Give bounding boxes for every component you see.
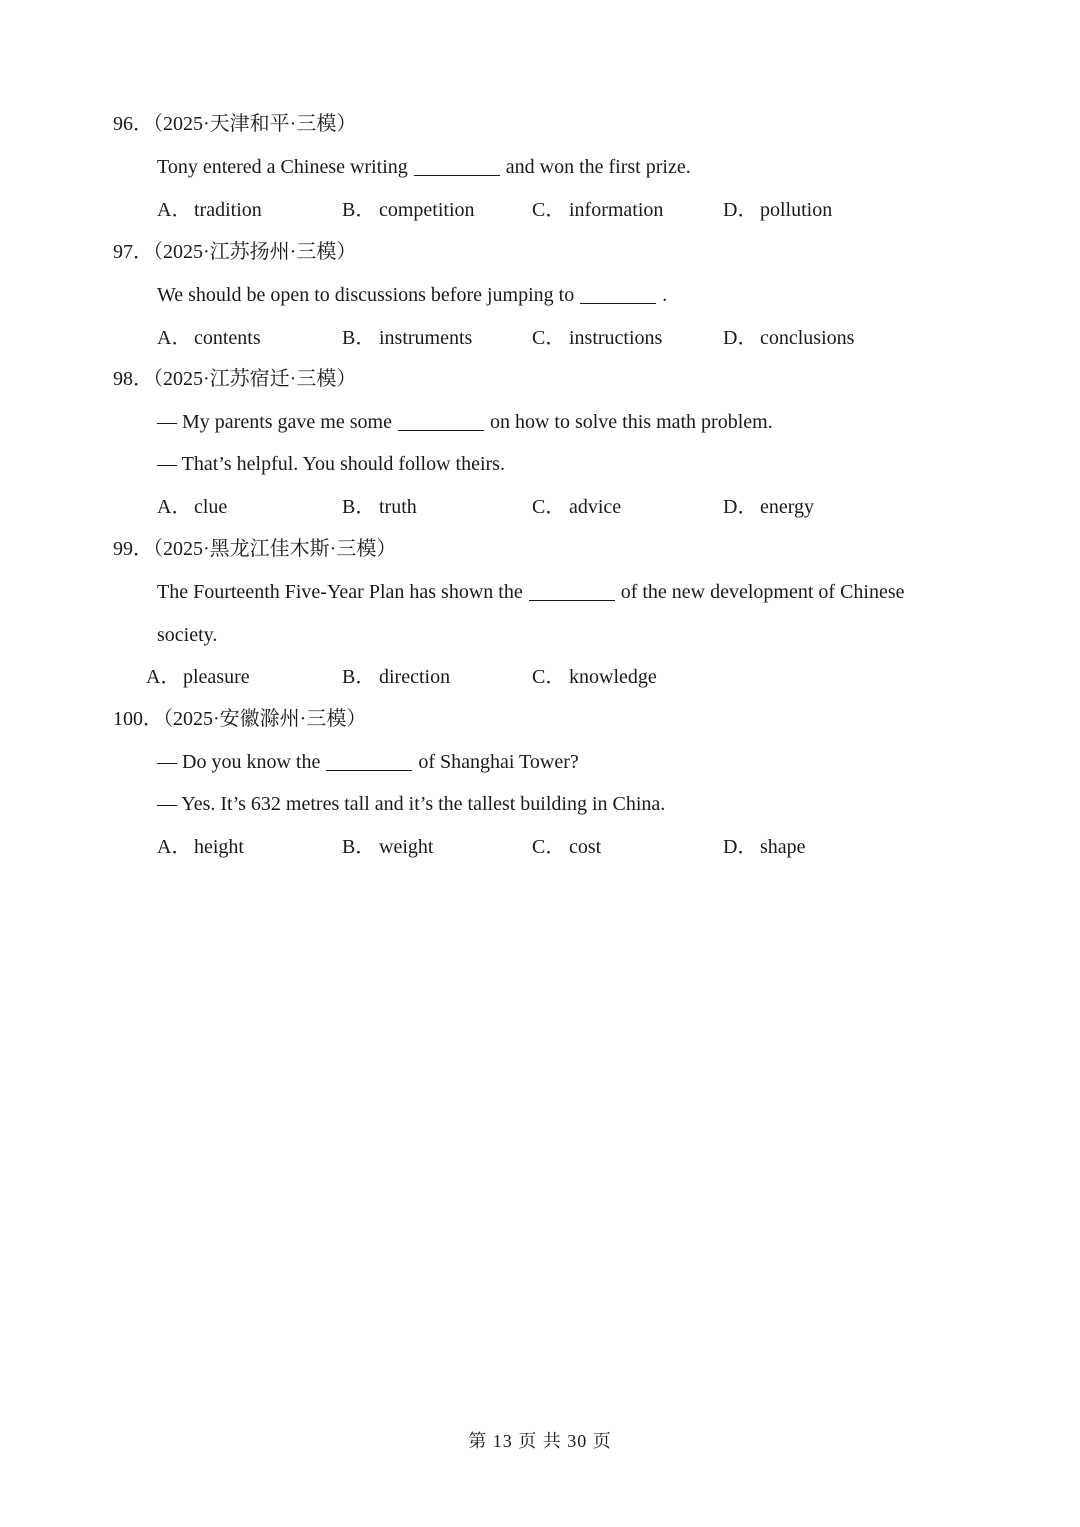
option-text: instruments bbox=[379, 327, 473, 349]
option-letter: B． bbox=[342, 199, 376, 221]
option-letter: D． bbox=[723, 199, 758, 221]
question-source: （2025·黑龙江佳木斯·三模） bbox=[153, 538, 397, 560]
question-source: （2025·安徽滁州·三模） bbox=[163, 708, 367, 730]
option-a bbox=[146, 665, 250, 689]
page-footer: 第 13 页 共 30 页 bbox=[468, 1431, 612, 1451]
option-b bbox=[342, 198, 475, 222]
option-text: truth bbox=[379, 496, 417, 518]
option-text: energy bbox=[760, 496, 815, 518]
option-letter: B． bbox=[342, 496, 376, 518]
answer-blank bbox=[580, 285, 656, 304]
question-source: （2025·江苏宿迁·三模） bbox=[153, 368, 357, 390]
option-text: contents bbox=[194, 327, 261, 349]
option-text: tradition bbox=[194, 199, 262, 221]
question-stem bbox=[157, 750, 579, 774]
question-stem bbox=[157, 283, 667, 307]
stem-text-after: on how to solve this math problem. bbox=[489, 411, 773, 433]
option-c bbox=[532, 665, 657, 689]
option-c bbox=[532, 495, 621, 519]
option-letter: C． bbox=[532, 327, 566, 349]
question-source: （2025·天津和平·三模） bbox=[153, 113, 357, 135]
stem-text-before: We should be open to discussions before jumping to bbox=[157, 284, 575, 306]
question-stem-line-2: society. bbox=[157, 624, 218, 646]
option-a bbox=[157, 326, 261, 350]
question-stem bbox=[157, 410, 773, 434]
option-letter: C． bbox=[532, 199, 566, 221]
question-number: 96． bbox=[113, 113, 153, 135]
option-text: clue bbox=[194, 496, 228, 518]
stem-text-after: and won the first prize. bbox=[505, 156, 691, 178]
question-number: 100． bbox=[113, 708, 163, 730]
question-stem bbox=[157, 155, 691, 179]
question-number: 99． bbox=[113, 538, 153, 560]
option-letter: D． bbox=[723, 496, 758, 518]
option-d bbox=[723, 198, 832, 222]
option-d bbox=[723, 495, 814, 519]
option-c bbox=[532, 198, 663, 222]
option-letter: C． bbox=[532, 496, 566, 518]
option-text: competition bbox=[379, 199, 475, 221]
option-b bbox=[342, 835, 433, 859]
option-text: instructions bbox=[569, 327, 663, 349]
option-a bbox=[157, 198, 262, 222]
option-letter: B． bbox=[342, 666, 376, 688]
option-b bbox=[342, 326, 472, 350]
question-stem bbox=[157, 580, 905, 604]
option-text: cost bbox=[569, 836, 602, 858]
option-letter: D． bbox=[723, 836, 758, 858]
option-text: knowledge bbox=[569, 666, 657, 688]
option-text: shape bbox=[760, 836, 806, 858]
option-letter: B． bbox=[342, 327, 376, 349]
option-letter: A． bbox=[157, 496, 192, 518]
option-text: direction bbox=[379, 666, 451, 688]
option-text: information bbox=[569, 199, 664, 221]
answer-blank bbox=[326, 752, 412, 771]
answer-blank bbox=[529, 582, 615, 601]
answer-blank bbox=[398, 412, 484, 431]
option-b bbox=[342, 665, 450, 689]
question-stem-line-2: — That’s helpful. You should follow theirs. bbox=[157, 453, 505, 475]
option-letter: A． bbox=[157, 327, 192, 349]
question-stem-line-2: — Yes. It’s 632 metres tall and it’s the tallest building in China. bbox=[157, 793, 666, 815]
option-text: pleasure bbox=[183, 666, 250, 688]
option-letter: B． bbox=[342, 836, 376, 858]
question-number: 97． bbox=[113, 241, 153, 263]
option-a bbox=[157, 835, 244, 859]
question-number: 98． bbox=[113, 368, 153, 390]
stem-text-after: . bbox=[662, 284, 668, 306]
option-letter: A． bbox=[157, 836, 192, 858]
option-a bbox=[157, 495, 227, 519]
option-letter: A． bbox=[157, 199, 192, 221]
stem-text-after: of the new development of Chinese bbox=[620, 581, 905, 603]
question-header bbox=[113, 112, 356, 136]
option-text: advice bbox=[569, 496, 622, 518]
option-letter: A． bbox=[146, 666, 181, 688]
stem-text-after: of Shanghai Tower? bbox=[418, 751, 579, 773]
option-c bbox=[532, 326, 662, 350]
option-text: pollution bbox=[760, 199, 833, 221]
option-b bbox=[342, 495, 417, 519]
question-header bbox=[113, 707, 366, 731]
option-letter: D． bbox=[723, 327, 758, 349]
option-letter: C． bbox=[532, 836, 566, 858]
question-header bbox=[113, 537, 396, 561]
option-d bbox=[723, 326, 854, 350]
question-header bbox=[113, 367, 356, 391]
option-d bbox=[723, 835, 806, 859]
answer-blank bbox=[414, 157, 500, 176]
option-text: conclusions bbox=[760, 327, 855, 349]
stem-text-before: The Fourteenth Five-Year Plan has shown the bbox=[157, 581, 523, 603]
option-text: height bbox=[194, 836, 244, 858]
option-letter: C． bbox=[532, 666, 566, 688]
stem-text-before: — Do you know the bbox=[157, 751, 321, 773]
stem-text-before: Tony entered a Chinese writing bbox=[157, 156, 408, 178]
option-text: weight bbox=[379, 836, 434, 858]
option-c bbox=[532, 835, 601, 859]
question-header bbox=[113, 240, 356, 264]
stem-text-before: — My parents gave me some bbox=[157, 411, 392, 433]
question-source: （2025·江苏扬州·三模） bbox=[153, 241, 357, 263]
